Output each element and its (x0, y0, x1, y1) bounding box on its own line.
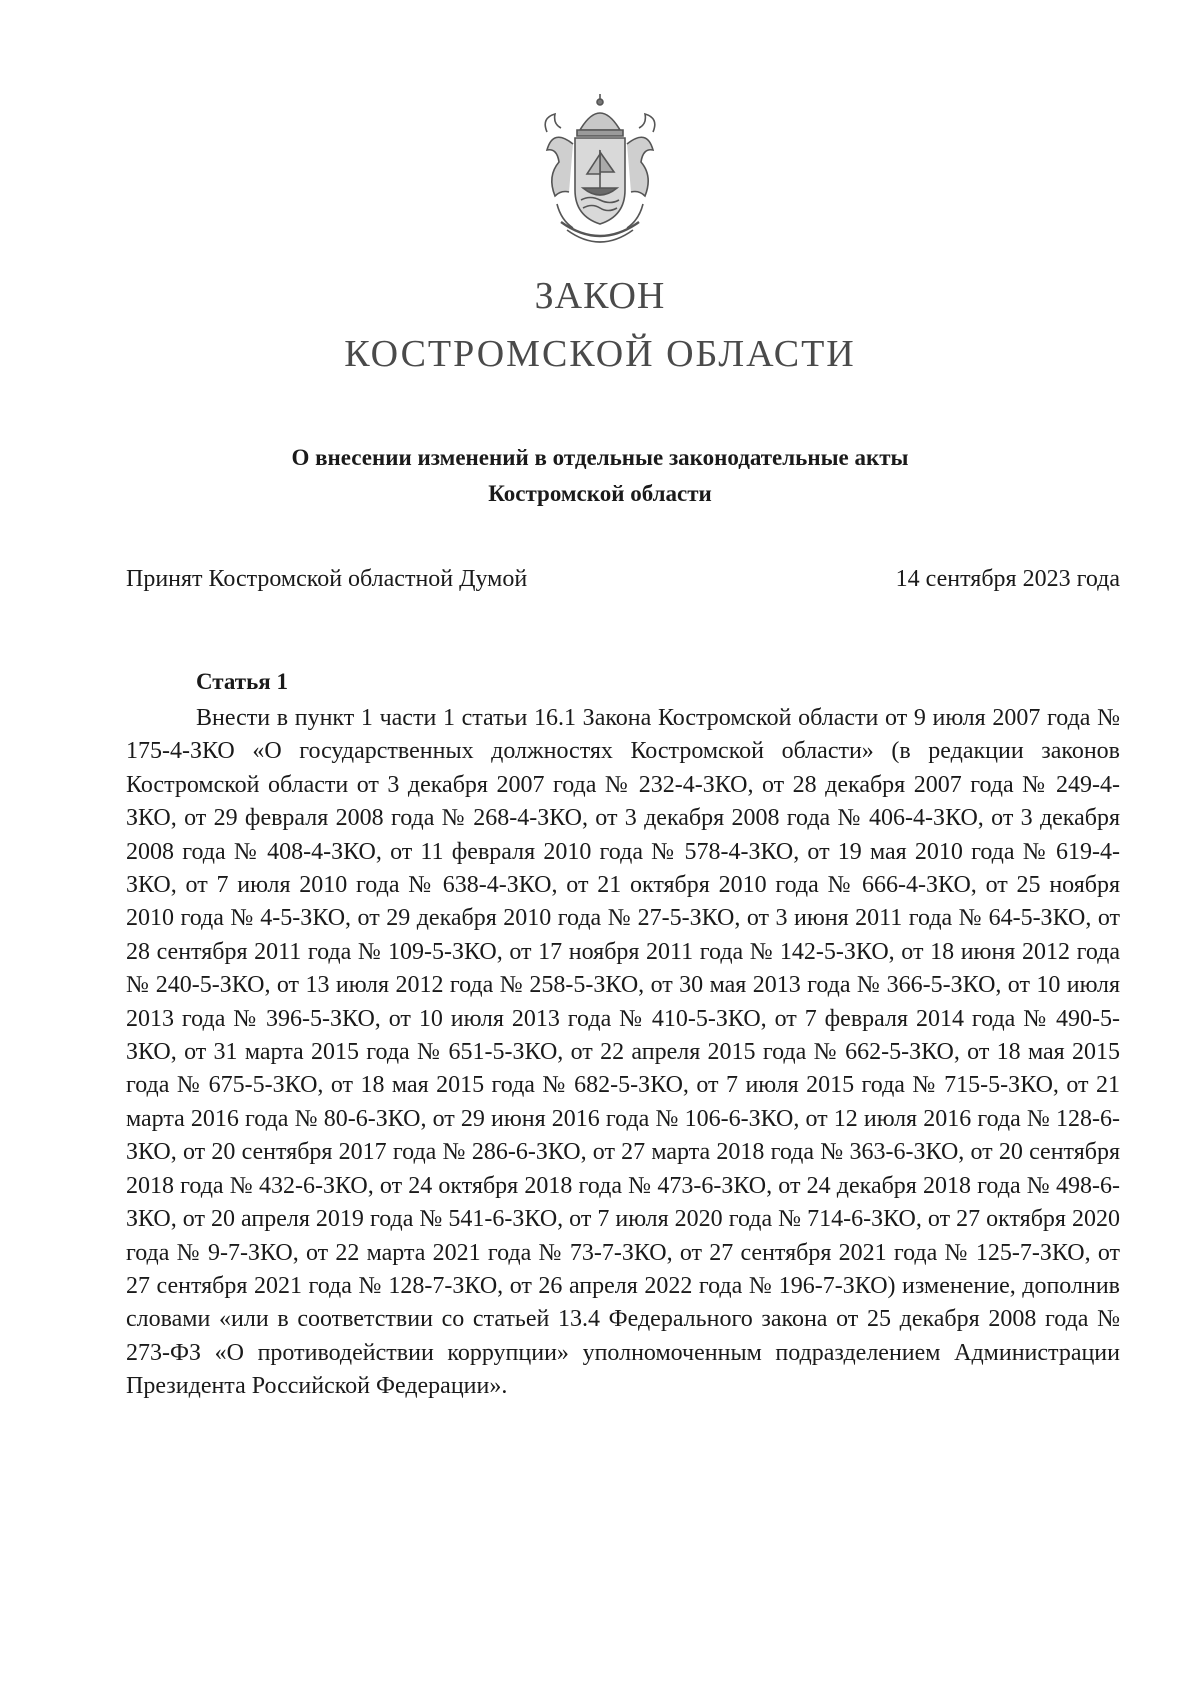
article-heading: Статья 1 (196, 669, 288, 694)
adoption-date: 14 сентября 2023 года (895, 566, 1120, 592)
subject-line-2: Костромской области (488, 481, 712, 506)
law-title: ЗАКОН (534, 275, 666, 317)
law-region-title: КОСТРОМСКОЙ ОБЛАСТИ (344, 333, 856, 375)
article-body: Внести в пункт 1 части 1 статьи 16.1 Закона Костромской области от 9 июля 2007 года № 175-4-ЗКО «О государственных должностях Костромской области» (в редакции законов Костромской области от 3 декабря 2007 года № 232-4-ЗКО, от 28 декабря 2007 года № 249-4-ЗКО, от 29 февраля 2008 года № 268-4-ЗКО, от 3 декабря 2008 года № 406-4-ЗКО, от 3 декабря 2008 года № 408-4-ЗКО, от 11 февраля 2010 года № 578-4-ЗКО, от 19 мая 2010 года № 619-4-ЗКО, от 7 июля 2010 года № 638-4-ЗКО, от 21 октября 2010 года № 666-4-ЗКО, от 25 ноября 2010 года № 4-5-ЗКО, от 29 декабря 2010 года № 27-5-ЗКО, от 3 июня 2011 года № 64-5-ЗКО, от 28 сентября 2011 года № 109-5-ЗКО, от 17 ноября 2011 года № 142-5-ЗКО, от 18 июня 2012 года № 240-5-ЗКО, от 13 июля 2012 года № 258-5-ЗКО, от 30 мая 2013 года № 366-5-ЗКО, от 10 июля 2013 года № 396-5-ЗКО, от 10 июля 2013 года № 410-5-ЗКО, от 7 февраля 2014 года № 490-5-ЗКО, от 31 марта 2015 года № 651-5-ЗКО, от 22 апреля 2015 года № 662-5-ЗКО, от 18 мая 2015 года № 675-5-ЗКО, от 18 мая 2015 года № 682-5-ЗКО, от 7 июля 2015 года № 715-5-ЗКО, от 21 марта 2016 года № 80-6-ЗКО, от 29 июня 2016 года № 106-6-ЗКО, от 12 июля 2016 года № 128-6-ЗКО, от 20 сентября 2017 года № 286-6-ЗКО, от 27 марта 2018 года № 363-6-ЗКО, от 20 сентября 2018 года № 432-6-ЗКО, от 24 октября 2018 года № 473-6-ЗКО, от 24 декабря 2018 года № 498-6-ЗКО, от 20 апреля 2019 года № 541-6-ЗКО, от 7 июля 2020 года № 714-6-ЗКО, от 27 октября 2020 года № 9-7-ЗКО, от 22 марта 2021 года № 73-7-ЗКО, от 27 сентября 2021 года № 125-7-ЗКО, от 27 сентября 2021 года № 128-7-ЗКО, от 26 апреля 2022 года № 196-7-ЗКО) изменение, дополнив словами «или в соответствии со статьей 13.4 Федерального закона от 25 декабря 2008 года № 273-ФЗ «О противодействии коррупции» уполномоченным подразделением Администрации Президента Российской Федерации». (126, 705, 1120, 1400)
subject-line-1: О внесении изменений в отдельные законодательные акты (291, 445, 909, 470)
adoption-label: Принят Костромской областной Думой (126, 566, 528, 592)
adoption-row (126, 566, 1120, 593)
law-subject (0, 440, 1200, 512)
coat-of-arms-icon (517, 92, 683, 258)
